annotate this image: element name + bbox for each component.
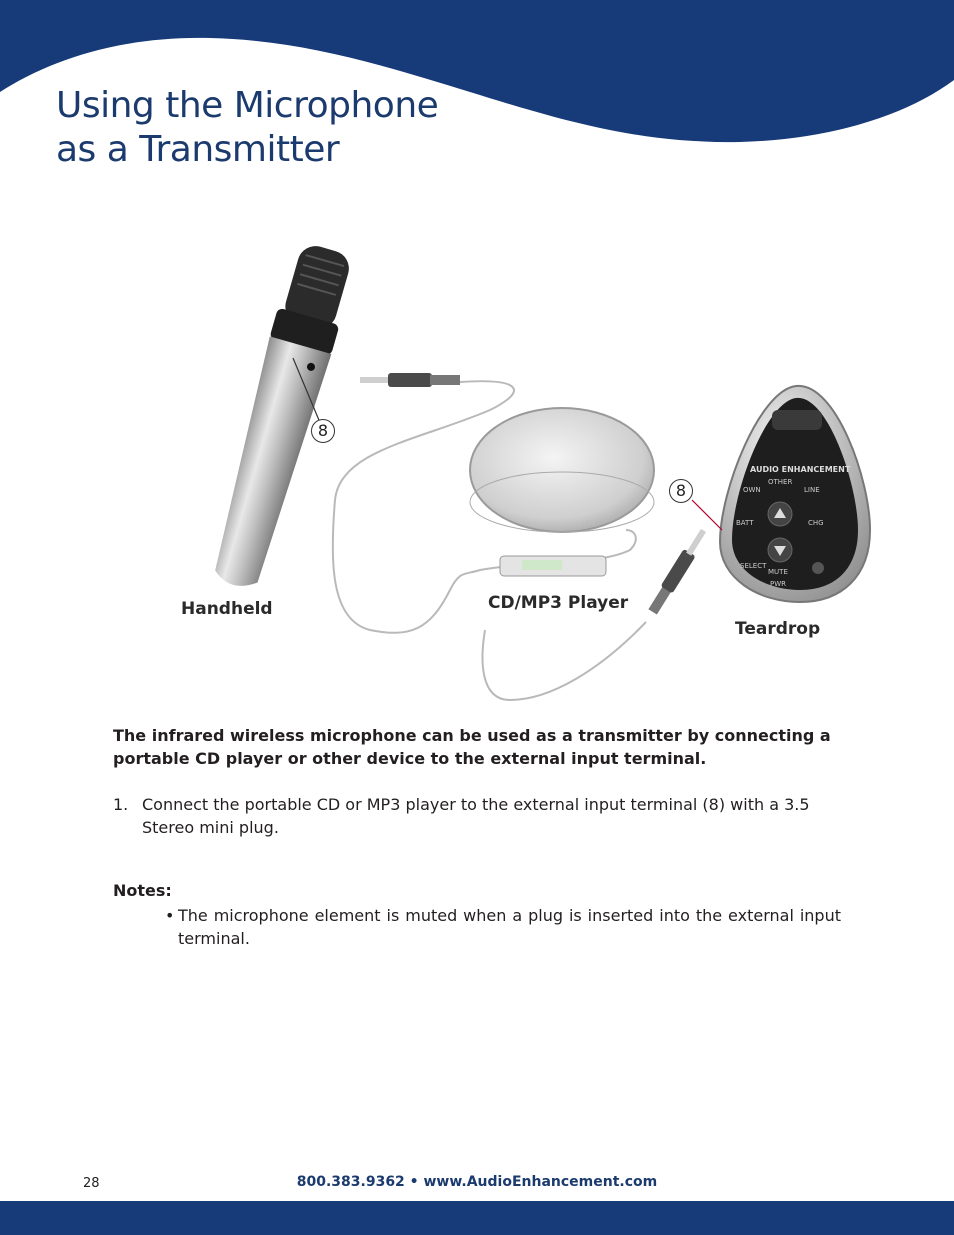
callout-leader-teardrop — [692, 500, 722, 530]
label-handheld: Handheld — [181, 599, 273, 619]
stereo-plug-1 — [360, 373, 460, 387]
handheld-microphone — [201, 240, 359, 593]
connection-diagram — [160, 230, 880, 710]
title-line-1: Using the Microphone — [56, 85, 439, 126]
teardrop-line-text: LINE — [804, 486, 820, 494]
teardrop-select-text: SELECT — [740, 562, 767, 570]
footer-band — [0, 1201, 954, 1235]
cable-to-teardrop — [483, 622, 646, 700]
teardrop-mute-text: MUTE — [768, 568, 788, 576]
teardrop-pwr-text: PWR — [770, 580, 787, 588]
teardrop-own-text: OWN — [743, 486, 761, 494]
notes-heading: Notes: — [113, 881, 172, 900]
callout-8-mic: 8 — [311, 419, 335, 443]
label-teardrop: Teardrop — [735, 619, 821, 639]
teardrop-receiver — [720, 386, 870, 602]
callout-8-teardrop: 8 — [669, 479, 693, 503]
teardrop-brand-text: AUDIO ENHANCEMENT — [750, 465, 851, 474]
teardrop-batt-text: BATT — [736, 519, 754, 527]
note-bullet: • — [165, 906, 175, 925]
title-line-2: as a Transmitter — [56, 129, 340, 170]
stereo-plug-2 — [647, 527, 710, 616]
step-1 — [113, 793, 841, 839]
teardrop-other-text: OTHER — [768, 478, 793, 486]
footer-contact: 800.383.9362 • www.AudioEnhancement.com — [296, 1174, 658, 1190]
note-text: The microphone element is muted when a plug is inserted into the external input terminal. — [178, 906, 841, 948]
note-item — [165, 904, 841, 950]
intro-paragraph: The infrared wireless microphone can be used as a transmitter by connecting a portable CD player or other device to the external input terminal. — [113, 726, 831, 768]
page-number: 28 — [83, 1176, 100, 1191]
page-title — [56, 84, 438, 172]
teardrop-chg-text: CHG — [808, 519, 824, 527]
step-number: 1. — [113, 795, 129, 814]
label-cd-player: CD/MP3 Player — [488, 593, 629, 613]
step-text: Connect the portable CD or MP3 player to the external input terminal (8) with a 3.5 Stereo mini plug. — [142, 795, 810, 837]
